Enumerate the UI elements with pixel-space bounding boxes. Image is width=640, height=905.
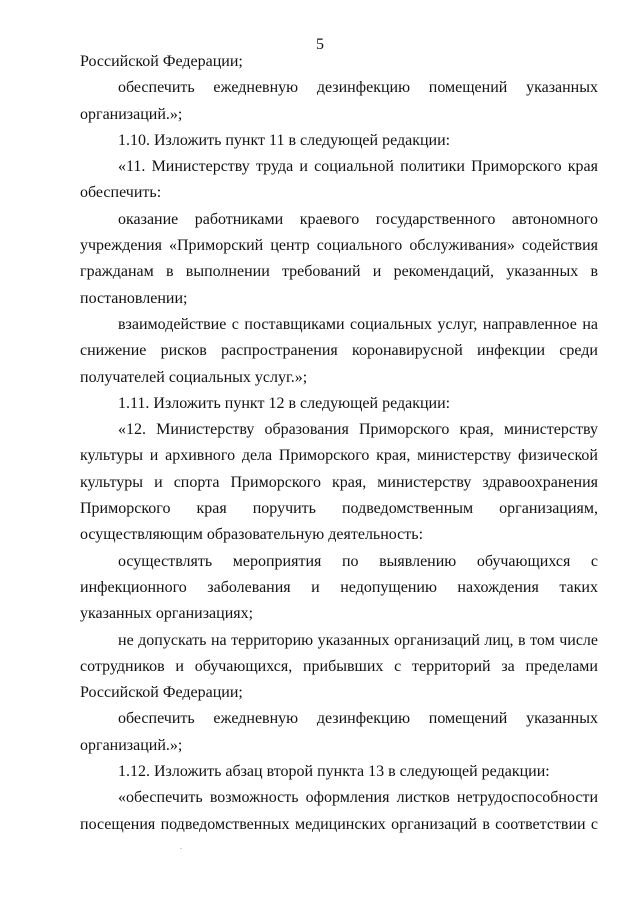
text-line: Российской Федерации; (80, 53, 243, 70)
text-line: Российской Федерации; (80, 684, 243, 702)
text-line: 1.10. Изложить пункт 11 в следующей редакции: (118, 131, 451, 149)
text-line: 1.12. Изложить абзац второй пункта 13 в следующей редакции: (118, 763, 550, 781)
text-line: снижение рисков распространения коронавирусной инфекции среди (80, 342, 598, 360)
text-line: оказание работниками краевого государственного автономного (118, 210, 598, 228)
text-line: организаций.»; (80, 736, 183, 754)
text-line: сотрудников и обучающихся, прибывших с территорий за пределами (80, 657, 598, 675)
text-line: гражданам в выполнении требований и рекомендаций, указанных в (80, 263, 598, 281)
text-line: инфекционного заболевания и недопущению нахождения таких (80, 578, 598, 596)
text-line: культуры и спорта Приморского края, министерству здравоохранения (80, 473, 598, 491)
text-line: осуществляющим образовательную деятельность: (80, 526, 424, 544)
page-number: 5 (316, 36, 324, 53)
text-line: Приморского края поручить подведомственным организациям, (80, 500, 598, 518)
text-line: обеспечить: (80, 184, 162, 202)
text-line: постановлении; (80, 289, 188, 307)
text-line: 1.11. Изложить пункт 12 в следующей редакции: (118, 394, 451, 412)
document-body (80, 49, 598, 838)
text-line: «11. Министерству труда и социальной политики Приморского края (118, 158, 598, 176)
text-line: осуществлять мероприятия по выявлению обучающихся с (118, 552, 598, 570)
text-line: получателей социальных услуг.»; (80, 368, 308, 386)
text-line: обеспечить ежедневную дезинфекцию помещений указанных (118, 710, 598, 728)
text-line: указанных организациях; (80, 605, 254, 623)
text-line: организаций.»; (80, 105, 183, 123)
text-line: культуры и архивного дела Приморского края, министерству физической (80, 447, 598, 465)
text-line: не допускать на территорию указанных организаций лиц, в том числе (118, 631, 598, 649)
scan-artifact (180, 848, 182, 849)
text-line: «обеспечить возможность оформления листков нетрудоспособности (118, 789, 598, 807)
text-line: взаимодействие с поставщиками социальных услуг, направленное на (118, 315, 598, 333)
text-line: обеспечить ежедневную дезинфекцию помещений указанных (118, 79, 598, 97)
text-line: учреждения «Приморский центр социального обслуживания» содействия (80, 237, 598, 255)
text-line: посещения подведомственных медицинских организаций в соответствии с (80, 815, 598, 833)
text-line: «12. Министерству образования Приморского края, министерству (118, 421, 598, 439)
